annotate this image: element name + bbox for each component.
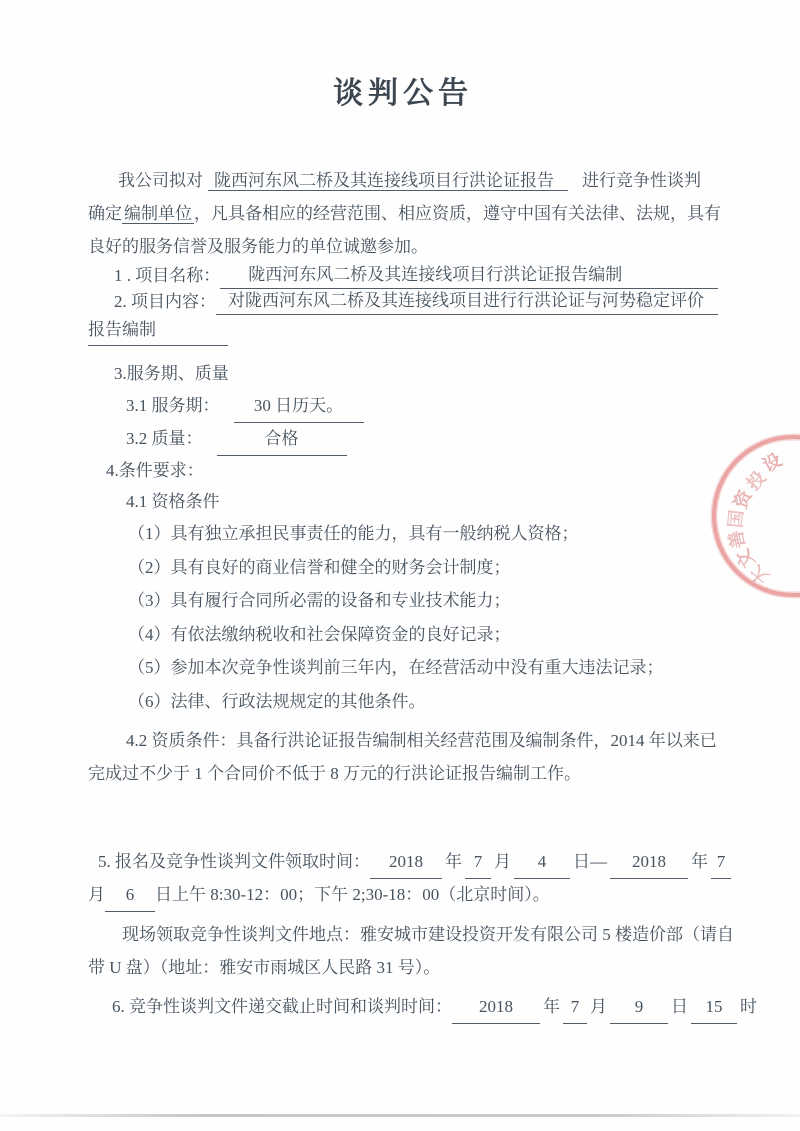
service-period-label: 3.1 服务期：	[126, 396, 220, 415]
qualification-clauses	[88, 517, 718, 718]
deadline-section	[88, 990, 757, 1023]
qualification-heading: 4.1 资格条件	[126, 492, 220, 511]
signup-day2: 6	[105, 878, 155, 912]
signup-year2: 2018	[610, 845, 688, 879]
venue-paragraph	[88, 918, 734, 984]
project-content-value: 对陇西河东风二桥及其连接线项目进行行洪论证与河势稳定评价	[216, 288, 718, 315]
service-period-value: 30 日历天。	[234, 389, 364, 423]
project-content-row	[88, 289, 718, 315]
seal-character: 善	[725, 528, 749, 551]
intro-line-1-post: 进行竞争性谈判	[582, 171, 701, 190]
signup-section	[88, 845, 726, 911]
seal-character: 投	[742, 467, 770, 495]
signup-day1: 4	[514, 845, 570, 879]
signup-unit-year2: 年	[691, 852, 708, 871]
aptitude-line-2: 完成过不少于 1 个合同价不低于 8 万元的行洪论证报告编制工作。	[88, 764, 581, 783]
project-name-row	[88, 263, 718, 289]
signup-year1: 2018	[370, 845, 442, 879]
intro-paragraph	[88, 164, 721, 263]
seal-character: 资	[729, 487, 756, 512]
venue-line-2: 带 U 盘）（地址：雅安市雨城区人民路 31 号）。	[88, 958, 441, 977]
quality-row	[88, 422, 718, 455]
quality-value: 合格	[217, 422, 347, 456]
signup-unit-day1: 日—	[573, 852, 607, 871]
project-name-underlined: 陇西河东风二桥及其连接线项目行洪论证报告	[208, 171, 568, 191]
seal-character: 国	[725, 508, 747, 529]
signup-line2-pre: 月	[88, 885, 105, 904]
deadline-year: 2018	[452, 990, 540, 1024]
deadline-hour: 15	[691, 990, 737, 1024]
service-period-row	[88, 389, 718, 422]
requirements-heading: 4.条件要求：	[106, 461, 204, 480]
signup-line-1	[88, 845, 726, 878]
project-name-label: 1 . 项目名称：	[114, 266, 221, 285]
aptitude-paragraph	[88, 724, 718, 790]
clause-1: （1）具有独立承担民事责任的能力，具有一般纳税人资格；	[128, 524, 579, 543]
seal-character: 文	[732, 545, 759, 572]
deadline-month: 7	[563, 990, 587, 1024]
intro-line-1	[88, 164, 718, 197]
deadline-unit-year: 年	[543, 997, 560, 1016]
deadline-line	[88, 990, 757, 1023]
deadline-day: 9	[610, 990, 668, 1024]
clause-4: （4）有依法缴纳税收和社会保障资金的良好记录；	[128, 624, 511, 644]
signup-month2: 7	[711, 845, 731, 879]
quality-label: 3.2 质量：	[126, 429, 203, 448]
seal-character: 大	[746, 561, 774, 589]
intro-line-2	[88, 197, 721, 230]
aptitude-line-1: 4.2 资质条件：具备行洪论证报告编制相关经营范围及编制条件，2014 年以来已	[126, 731, 717, 750]
deadline-unit-day: 日	[671, 997, 688, 1016]
clause-6: （6）法律、行政法规规定的其他条件。	[128, 691, 426, 711]
seal-character: 设	[759, 449, 786, 476]
compiling-unit-underlined: 编制单位	[124, 204, 192, 223]
scan-bottom-edge	[0, 1114, 800, 1117]
venue-line-1: 现场领取竞争性谈判文件地点：雅安城市建设投资开发有限公司 5 楼造价部（请自	[122, 925, 734, 944]
clause-5: （5）参加本次竞争性谈判前三年内，在经营活动中没有重大违法记录；	[128, 658, 664, 677]
deadline-unit-hour: 时	[740, 997, 757, 1016]
project-name-value: 陇西河东风二桥及其连接线项目行洪论证报告编制	[220, 262, 718, 289]
intro-line-2-pre: 确定	[88, 204, 122, 223]
clause-2: （2）具有良好的商业信誉和健全的财务会计制度；	[128, 557, 511, 577]
signup-line2-post: 日上午 8:30-12：00；下午 2;30-18：00（北京时间）。	[155, 885, 550, 904]
project-content-continuation	[88, 315, 718, 345]
signup-unit-year1: 年	[445, 852, 462, 871]
deadline-unit-month: 月	[590, 997, 607, 1016]
signup-month1: 7	[465, 845, 491, 879]
intro-line-3: 良好的服务信誉及服务能力的单位诚邀参加。	[88, 237, 428, 256]
intro-line-1-pre: 我公司拟对	[118, 171, 203, 190]
signup-unit-month1: 月	[494, 852, 511, 871]
page-title: 谈判公告	[333, 77, 473, 110]
intro-line-2-post: ，凡具备相应的经营范围、相应资质，遵守中国有关法律、法规，具有	[194, 204, 721, 223]
project-content-value-cont: 报告编制	[88, 315, 228, 346]
signup-label: 5. 报名及竞争性谈判文件领取时间：	[98, 852, 370, 871]
signup-line-2	[88, 878, 718, 911]
project-content-label: 2. 项目内容：	[114, 292, 216, 311]
clause-3: （3）具有履行合同所必需的设备和专业技术能力；	[128, 591, 511, 610]
service-heading: 3.服务期、质量	[114, 364, 229, 383]
deadline-label: 6. 竞争性谈判文件递交截止时间和谈判时间：	[112, 997, 452, 1016]
